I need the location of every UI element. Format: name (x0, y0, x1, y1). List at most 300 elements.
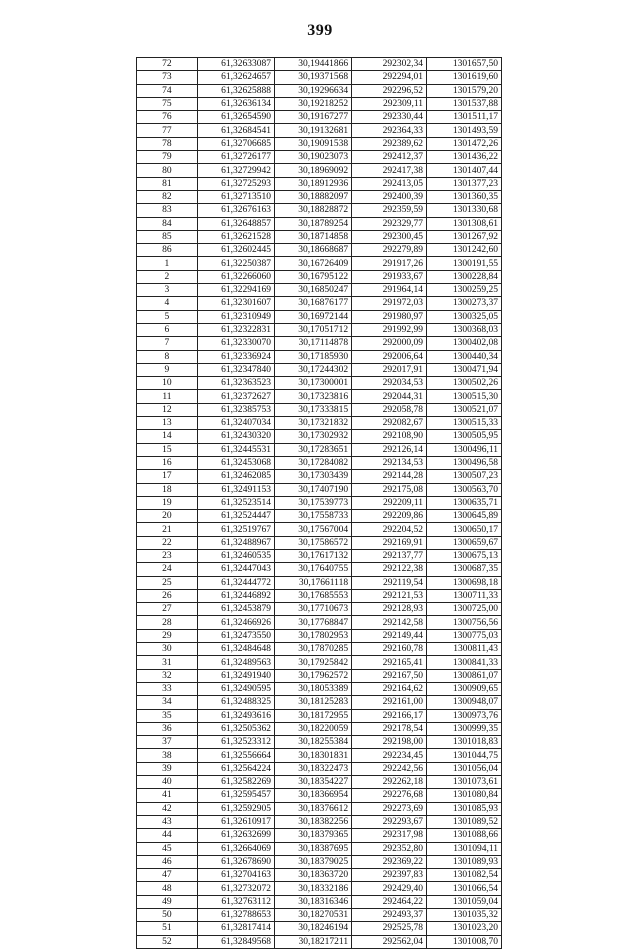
point-number-cell: 1 (137, 257, 198, 270)
northing-cell: 292166,17 (352, 709, 427, 722)
table-row (137, 576, 502, 589)
longitude-cell: 30,18969092 (274, 164, 351, 177)
latitude-cell: 61,32493616 (197, 709, 274, 722)
longitude-cell: 30,18668687 (274, 244, 351, 257)
easting-cell: 1300515,33 (427, 417, 502, 430)
longitude-cell: 30,18387695 (274, 842, 351, 855)
easting-cell: 1300507,23 (427, 470, 502, 483)
northing-cell: 292034,53 (352, 377, 427, 390)
northing-cell: 292000,09 (352, 337, 427, 350)
easting-cell: 1300909,65 (427, 682, 502, 695)
longitude-cell: 30,19296634 (274, 84, 351, 97)
northing-cell: 291972,03 (352, 297, 427, 310)
easting-cell: 1301080,84 (427, 789, 502, 802)
point-number-cell: 46 (137, 855, 198, 868)
northing-cell: 291980,97 (352, 310, 427, 323)
easting-cell: 1301436,22 (427, 151, 502, 164)
table-row (137, 935, 502, 948)
northing-cell: 292204,52 (352, 523, 427, 536)
point-number-cell: 31 (137, 656, 198, 669)
point-number-cell: 72 (137, 58, 198, 71)
latitude-cell: 61,32610917 (197, 815, 274, 828)
northing-cell: 292300,45 (352, 230, 427, 243)
longitude-cell: 30,19441866 (274, 58, 351, 71)
easting-cell: 1300496,11 (427, 443, 502, 456)
point-number-cell: 27 (137, 603, 198, 616)
latitude-cell: 61,32592905 (197, 802, 274, 815)
northing-cell: 292273,69 (352, 802, 427, 815)
longitude-cell: 30,18322473 (274, 762, 351, 775)
latitude-cell: 61,32636134 (197, 97, 274, 110)
latitude-cell: 61,32453879 (197, 603, 274, 616)
longitude-cell: 30,17284082 (274, 456, 351, 469)
point-number-cell: 83 (137, 204, 198, 217)
table-row (137, 722, 502, 735)
longitude-cell: 30,17768847 (274, 616, 351, 629)
northing-cell: 292137,77 (352, 549, 427, 562)
latitude-cell: 61,32266060 (197, 270, 274, 283)
easting-cell: 1301094,11 (427, 842, 502, 855)
latitude-cell: 61,32505362 (197, 722, 274, 735)
easting-cell: 1301089,52 (427, 815, 502, 828)
northing-cell: 292464,22 (352, 895, 427, 908)
easting-cell: 1301089,93 (427, 855, 502, 868)
point-number-cell: 85 (137, 230, 198, 243)
latitude-cell: 61,32489563 (197, 656, 274, 669)
northing-cell: 292160,78 (352, 643, 427, 656)
table-row (137, 709, 502, 722)
point-number-cell: 26 (137, 589, 198, 602)
point-number-cell: 49 (137, 895, 198, 908)
latitude-cell: 61,32490595 (197, 682, 274, 695)
northing-cell: 292017,91 (352, 363, 427, 376)
northing-cell: 292317,98 (352, 829, 427, 842)
point-number-cell: 36 (137, 722, 198, 735)
easting-cell: 1300841,33 (427, 656, 502, 669)
northing-cell: 292108,90 (352, 430, 427, 443)
longitude-cell: 30,17870285 (274, 643, 351, 656)
northing-cell: 292397,83 (352, 869, 427, 882)
northing-cell: 292044,31 (352, 390, 427, 403)
latitude-cell: 61,32336924 (197, 350, 274, 363)
longitude-cell: 30,17567004 (274, 523, 351, 536)
northing-cell: 292309,11 (352, 97, 427, 110)
longitude-cell: 30,16972144 (274, 310, 351, 323)
longitude-cell: 30,19023073 (274, 151, 351, 164)
point-number-cell: 43 (137, 815, 198, 828)
point-number-cell: 40 (137, 776, 198, 789)
point-number-cell: 44 (137, 829, 198, 842)
easting-cell: 1300471,94 (427, 363, 502, 376)
point-number-cell: 82 (137, 190, 198, 203)
northing-cell: 292352,80 (352, 842, 427, 855)
table-row (137, 310, 502, 323)
table-row (137, 909, 502, 922)
latitude-cell: 61,32648857 (197, 217, 274, 230)
longitude-cell: 30,18246194 (274, 922, 351, 935)
latitude-cell: 61,32633087 (197, 58, 274, 71)
northing-cell: 292142,58 (352, 616, 427, 629)
longitude-cell: 30,17539773 (274, 496, 351, 509)
northing-cell: 292302,34 (352, 58, 427, 71)
table-row (137, 829, 502, 842)
northing-cell: 292144,28 (352, 470, 427, 483)
page-number: 399 (307, 22, 333, 39)
northing-cell: 292293,67 (352, 815, 427, 828)
longitude-cell: 30,17323816 (274, 390, 351, 403)
point-number-cell: 17 (137, 470, 198, 483)
table-row (137, 190, 502, 203)
easting-cell: 1300325,05 (427, 310, 502, 323)
latitude-cell: 61,32582269 (197, 776, 274, 789)
point-number-cell: 13 (137, 417, 198, 430)
longitude-cell: 30,18301831 (274, 749, 351, 762)
table-row (137, 842, 502, 855)
latitude-cell: 61,32817414 (197, 922, 274, 935)
northing-cell: 292209,11 (352, 496, 427, 509)
latitude-cell: 61,32564224 (197, 762, 274, 775)
point-number-cell: 4 (137, 297, 198, 310)
point-number-cell: 39 (137, 762, 198, 775)
easting-cell: 1300502,26 (427, 377, 502, 390)
point-number-cell: 18 (137, 483, 198, 496)
latitude-cell: 61,32385753 (197, 403, 274, 416)
easting-cell: 1300973,76 (427, 709, 502, 722)
latitude-cell: 61,32706685 (197, 137, 274, 150)
table-row (137, 430, 502, 443)
easting-cell: 1301088,66 (427, 829, 502, 842)
table-row (137, 284, 502, 297)
latitude-cell: 61,32788653 (197, 909, 274, 922)
easting-cell: 1301619,60 (427, 71, 502, 84)
point-number-cell: 33 (137, 682, 198, 695)
easting-cell: 1301579,20 (427, 84, 502, 97)
latitude-cell: 61,32430320 (197, 430, 274, 443)
northing-cell: 292164,62 (352, 682, 427, 695)
point-number-cell: 11 (137, 390, 198, 403)
easting-cell: 1301407,44 (427, 164, 502, 177)
point-number-cell: 84 (137, 217, 198, 230)
northing-cell: 292493,37 (352, 909, 427, 922)
point-number-cell: 12 (137, 403, 198, 416)
longitude-cell: 30,17685553 (274, 589, 351, 602)
easting-cell: 1300948,07 (427, 696, 502, 709)
longitude-cell: 30,19371568 (274, 71, 351, 84)
latitude-cell: 61,32330070 (197, 337, 274, 350)
point-number-cell: 23 (137, 549, 198, 562)
latitude-cell: 61,32713510 (197, 190, 274, 203)
table-row (137, 776, 502, 789)
table-row (137, 643, 502, 656)
point-number-cell: 51 (137, 922, 198, 935)
easting-cell: 1301537,88 (427, 97, 502, 110)
longitude-cell: 30,17407190 (274, 483, 351, 496)
longitude-cell: 30,19218252 (274, 97, 351, 110)
northing-cell: 292234,45 (352, 749, 427, 762)
northing-cell: 292329,77 (352, 217, 427, 230)
point-number-cell: 41 (137, 789, 198, 802)
point-number-cell: 10 (137, 377, 198, 390)
point-number-cell: 16 (137, 456, 198, 469)
coordinates-table-body (137, 58, 502, 949)
longitude-cell: 30,18172955 (274, 709, 351, 722)
easting-cell: 1300402,08 (427, 337, 502, 350)
table-row (137, 855, 502, 868)
longitude-cell: 30,18366954 (274, 789, 351, 802)
longitude-cell: 30,18354227 (274, 776, 351, 789)
easting-cell: 1300756,56 (427, 616, 502, 629)
point-number-cell: 86 (137, 244, 198, 257)
latitude-cell: 61,32763112 (197, 895, 274, 908)
latitude-cell: 61,32602445 (197, 244, 274, 257)
easting-cell: 1301008,70 (427, 935, 502, 948)
point-number-cell: 74 (137, 84, 198, 97)
point-number-cell: 76 (137, 111, 198, 124)
point-number-cell: 25 (137, 576, 198, 589)
longitude-cell: 30,17558733 (274, 510, 351, 523)
longitude-cell: 30,17114878 (274, 337, 351, 350)
easting-cell: 1300659,67 (427, 536, 502, 549)
point-number-cell: 34 (137, 696, 198, 709)
easting-cell: 1300273,37 (427, 297, 502, 310)
easting-cell: 1300645,89 (427, 510, 502, 523)
table-row (137, 523, 502, 536)
table-row (137, 97, 502, 110)
latitude-cell: 61,32519767 (197, 523, 274, 536)
northing-cell: 292178,54 (352, 722, 427, 735)
latitude-cell: 61,32462085 (197, 470, 274, 483)
easting-cell: 1301308,61 (427, 217, 502, 230)
latitude-cell: 61,32624657 (197, 71, 274, 84)
easting-cell: 1301267,92 (427, 230, 502, 243)
table-row (137, 297, 502, 310)
northing-cell: 292058,78 (352, 403, 427, 416)
point-number-cell: 5 (137, 310, 198, 323)
latitude-cell: 61,32524447 (197, 510, 274, 523)
easting-cell: 1300687,35 (427, 563, 502, 576)
longitude-cell: 30,18270531 (274, 909, 351, 922)
table-row (137, 789, 502, 802)
point-number-cell: 52 (137, 935, 198, 948)
longitude-cell: 30,16795122 (274, 270, 351, 283)
point-number-cell: 24 (137, 563, 198, 576)
easting-cell: 1300515,30 (427, 390, 502, 403)
easting-cell: 1301035,32 (427, 909, 502, 922)
point-number-cell: 48 (137, 882, 198, 895)
table-row (137, 164, 502, 177)
table-row (137, 124, 502, 137)
easting-cell: 1301511,17 (427, 111, 502, 124)
longitude-cell: 30,18125283 (274, 696, 351, 709)
table-row (137, 922, 502, 935)
longitude-cell: 30,17302932 (274, 430, 351, 443)
northing-cell: 292149,44 (352, 629, 427, 642)
longitude-cell: 30,17710673 (274, 603, 351, 616)
longitude-cell: 30,17185930 (274, 350, 351, 363)
table-row (137, 736, 502, 749)
northing-cell: 292417,38 (352, 164, 427, 177)
latitude-cell: 61,32595457 (197, 789, 274, 802)
longitude-cell: 30,18789254 (274, 217, 351, 230)
northing-cell: 292262,18 (352, 776, 427, 789)
table-row (137, 363, 502, 376)
table-row (137, 629, 502, 642)
point-number-cell: 38 (137, 749, 198, 762)
northing-cell: 292562,04 (352, 935, 427, 948)
table-row (137, 443, 502, 456)
longitude-cell: 30,18217211 (274, 935, 351, 948)
northing-cell: 292209,86 (352, 510, 427, 523)
latitude-cell: 61,32310949 (197, 310, 274, 323)
northing-cell: 292389,62 (352, 137, 427, 150)
easting-cell: 1301657,50 (427, 58, 502, 71)
table-row (137, 323, 502, 336)
easting-cell: 1300496,58 (427, 456, 502, 469)
point-number-cell: 75 (137, 97, 198, 110)
point-number-cell: 73 (137, 71, 198, 84)
table-row (137, 350, 502, 363)
point-number-cell: 8 (137, 350, 198, 363)
table-row (137, 337, 502, 350)
latitude-cell: 61,32523514 (197, 496, 274, 509)
longitude-cell: 30,17802953 (274, 629, 351, 642)
northing-cell: 292294,01 (352, 71, 427, 84)
point-number-cell: 79 (137, 151, 198, 164)
easting-cell: 1300635,71 (427, 496, 502, 509)
easting-cell: 1300505,95 (427, 430, 502, 443)
longitude-cell: 30,18379025 (274, 855, 351, 868)
point-number-cell: 6 (137, 323, 198, 336)
latitude-cell: 61,32444772 (197, 576, 274, 589)
point-number-cell: 9 (137, 363, 198, 376)
longitude-cell: 30,17051712 (274, 323, 351, 336)
table-row (137, 815, 502, 828)
easting-cell: 1301360,35 (427, 190, 502, 203)
easting-cell: 1301085,93 (427, 802, 502, 815)
table-row (137, 84, 502, 97)
easting-cell: 1300191,55 (427, 257, 502, 270)
point-number-cell: 29 (137, 629, 198, 642)
table-row (137, 682, 502, 695)
northing-cell: 292413,05 (352, 177, 427, 190)
longitude-cell: 30,18363720 (274, 869, 351, 882)
northing-cell: 292525,78 (352, 922, 427, 935)
table-row (137, 403, 502, 416)
table-row (137, 869, 502, 882)
longitude-cell: 30,18053389 (274, 682, 351, 695)
table-row (137, 230, 502, 243)
latitude-cell: 61,32704163 (197, 869, 274, 882)
point-number-cell: 19 (137, 496, 198, 509)
table-row (137, 151, 502, 164)
table-row (137, 496, 502, 509)
point-number-cell: 42 (137, 802, 198, 815)
point-number-cell: 80 (137, 164, 198, 177)
latitude-cell: 61,32301607 (197, 297, 274, 310)
easting-cell: 1301059,04 (427, 895, 502, 908)
longitude-cell: 30,18379365 (274, 829, 351, 842)
table-row (137, 762, 502, 775)
longitude-cell: 30,19091538 (274, 137, 351, 150)
easting-cell: 1300698,18 (427, 576, 502, 589)
easting-cell: 1300861,07 (427, 669, 502, 682)
latitude-cell: 61,32678690 (197, 855, 274, 868)
table-row (137, 217, 502, 230)
longitude-cell: 30,18382256 (274, 815, 351, 828)
northing-cell: 292364,33 (352, 124, 427, 137)
latitude-cell: 61,32632699 (197, 829, 274, 842)
latitude-cell: 61,32849568 (197, 935, 274, 948)
point-number-cell: 20 (137, 510, 198, 523)
table-row (137, 390, 502, 403)
longitude-cell: 30,17300001 (274, 377, 351, 390)
point-number-cell: 81 (137, 177, 198, 190)
easting-cell: 1301073,61 (427, 776, 502, 789)
northing-cell: 292167,50 (352, 669, 427, 682)
easting-cell: 1300228,84 (427, 270, 502, 283)
northing-cell: 291992,99 (352, 323, 427, 336)
point-number-cell: 47 (137, 869, 198, 882)
longitude-cell: 30,18332186 (274, 882, 351, 895)
table-row (137, 483, 502, 496)
northing-cell: 292134,53 (352, 456, 427, 469)
northing-cell: 292412,37 (352, 151, 427, 164)
northing-cell: 291917,26 (352, 257, 427, 270)
northing-cell: 292330,44 (352, 111, 427, 124)
easting-cell: 1301377,23 (427, 177, 502, 190)
point-number-cell: 30 (137, 643, 198, 656)
table-row (137, 616, 502, 629)
longitude-cell: 30,17303439 (274, 470, 351, 483)
table-row (137, 882, 502, 895)
easting-cell: 1301056,04 (427, 762, 502, 775)
longitude-cell: 30,17617132 (274, 549, 351, 562)
point-number-cell: 15 (137, 443, 198, 456)
easting-cell: 1300259,25 (427, 284, 502, 297)
easting-cell: 1301472,26 (427, 137, 502, 150)
latitude-cell: 61,32460535 (197, 549, 274, 562)
latitude-cell: 61,32446892 (197, 589, 274, 602)
point-number-cell: 21 (137, 523, 198, 536)
longitude-cell: 30,18882097 (274, 190, 351, 203)
table-row (137, 603, 502, 616)
northing-cell: 291964,14 (352, 284, 427, 297)
table-row (137, 749, 502, 762)
easting-cell: 1300675,13 (427, 549, 502, 562)
latitude-cell: 61,32556664 (197, 749, 274, 762)
northing-cell: 292242,56 (352, 762, 427, 775)
easting-cell: 1301018,83 (427, 736, 502, 749)
latitude-cell: 61,32621528 (197, 230, 274, 243)
easting-cell: 1301023,20 (427, 922, 502, 935)
table-row (137, 244, 502, 257)
longitude-cell: 30,16850247 (274, 284, 351, 297)
latitude-cell: 61,32523312 (197, 736, 274, 749)
latitude-cell: 61,32488325 (197, 696, 274, 709)
latitude-cell: 61,32491940 (197, 669, 274, 682)
longitude-cell: 30,18714858 (274, 230, 351, 243)
table-row (137, 456, 502, 469)
table-row (137, 510, 502, 523)
easting-cell: 1301493,59 (427, 124, 502, 137)
easting-cell: 1300725,00 (427, 603, 502, 616)
point-number-cell: 37 (137, 736, 198, 749)
table-row (137, 895, 502, 908)
longitude-cell: 30,16876177 (274, 297, 351, 310)
easting-cell: 1300440,34 (427, 350, 502, 363)
northing-cell: 292279,89 (352, 244, 427, 257)
table-row (137, 377, 502, 390)
